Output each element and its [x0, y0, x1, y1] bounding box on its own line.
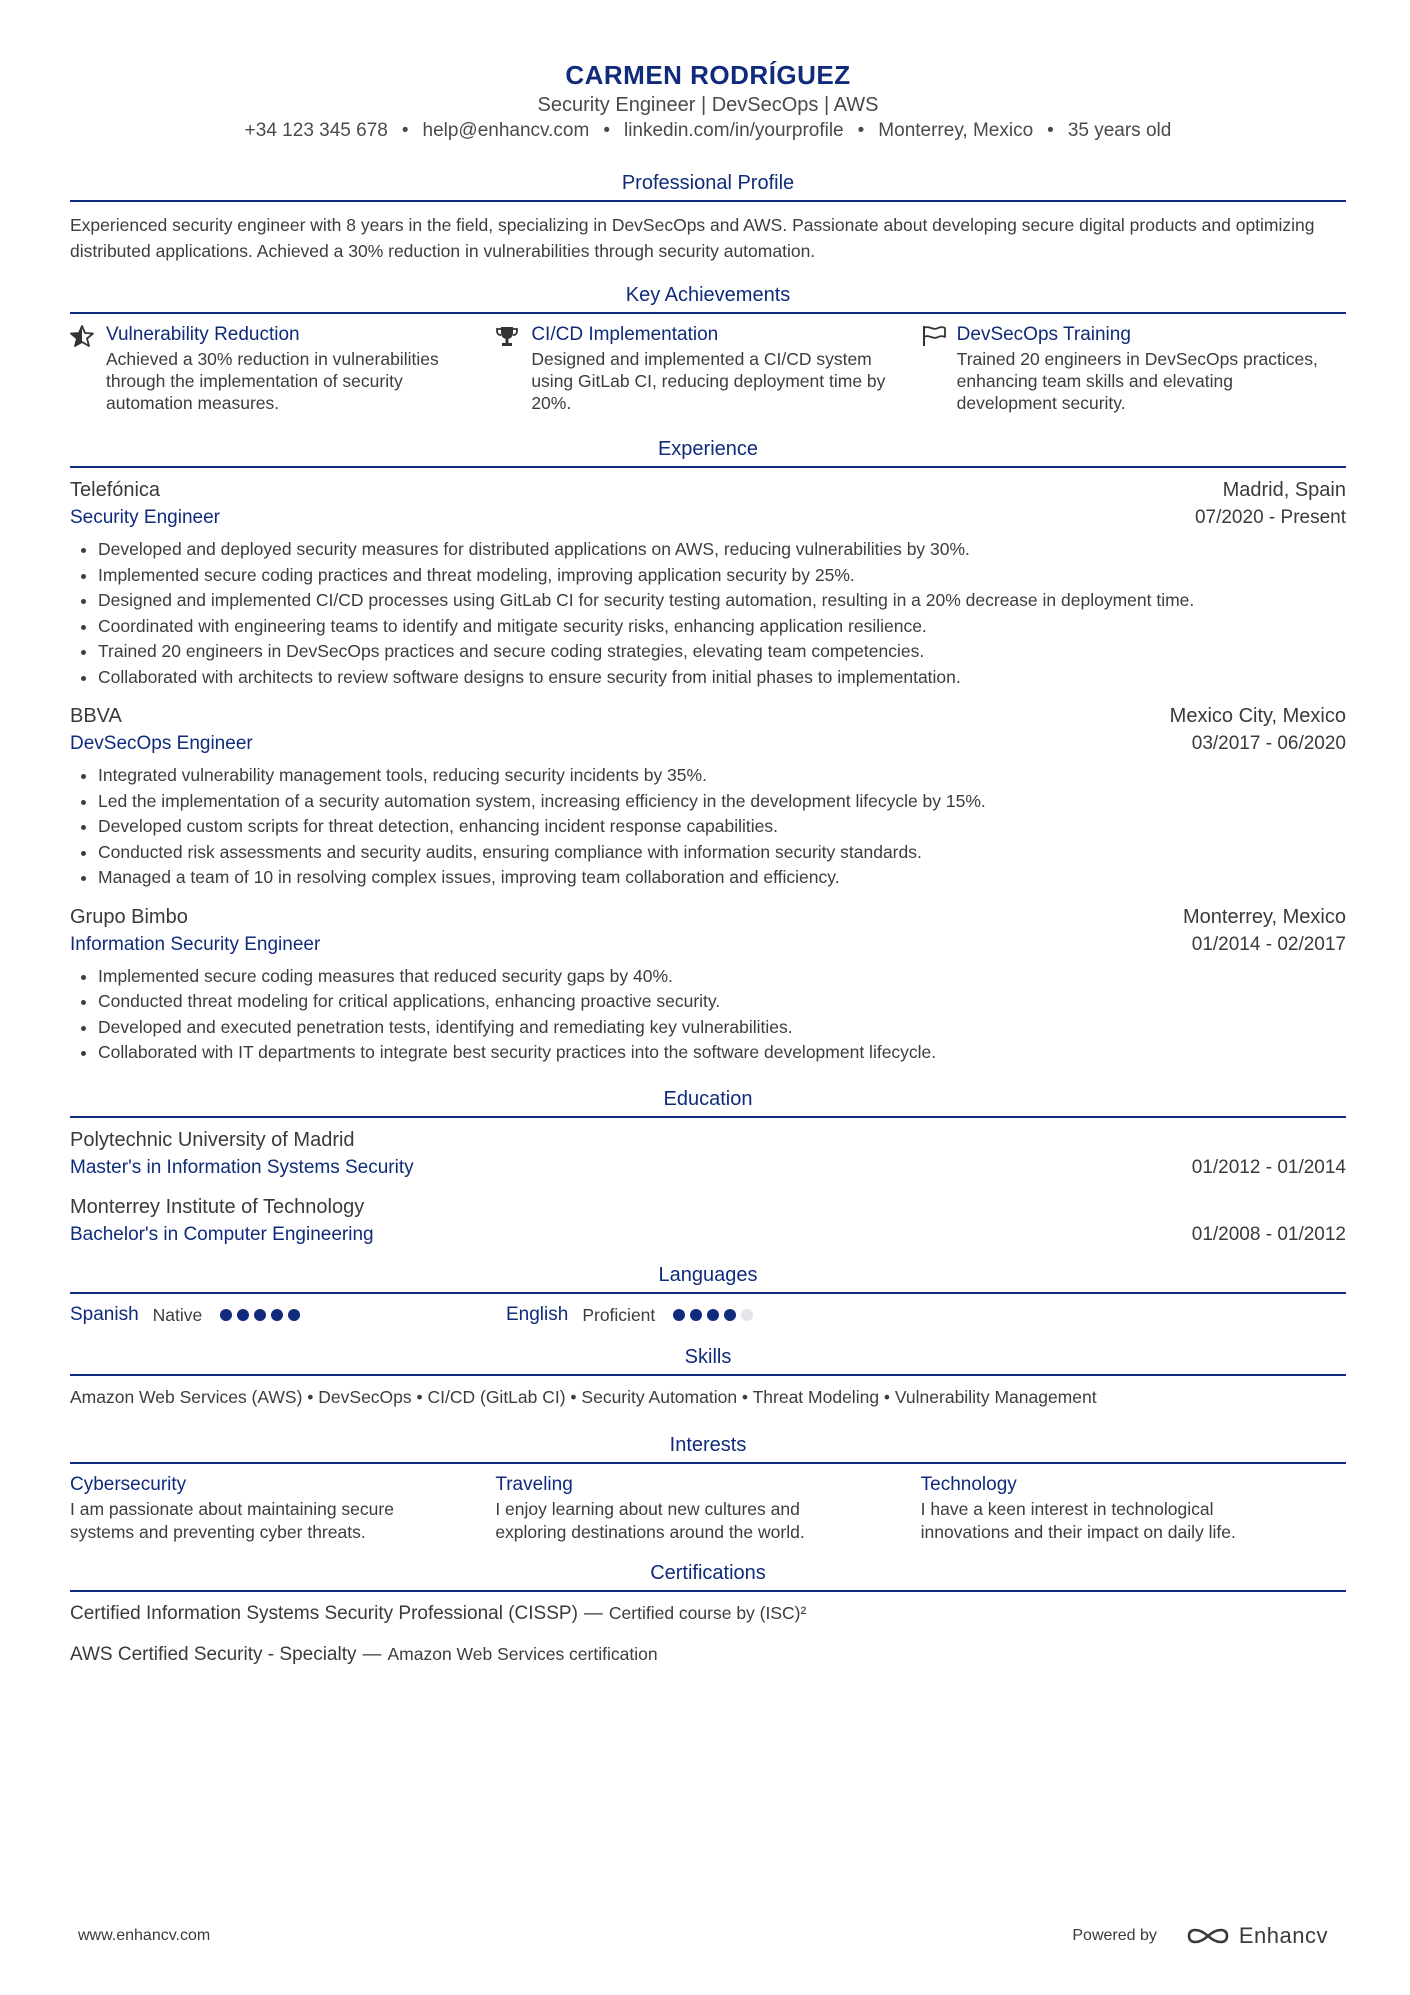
rating-dot-filled: [237, 1309, 249, 1321]
list-item: • Developed custom scripts for threat detection, enhancing incident response capabilities.: [98, 814, 1346, 840]
list-item: • Trained 20 engineers in DevSecOps practices and secure coding strategies, elevating team competencies.: [98, 639, 1346, 665]
education-dates: 01/2008 - 01/2012: [1191, 1223, 1346, 1245]
profile-section: [70, 170, 1346, 264]
job-dates: 03/2017 - 06/2020: [1191, 733, 1346, 754]
job-bullets: [70, 537, 1346, 690]
language-level: Proficient: [582, 1304, 656, 1325]
languages-section: [70, 1262, 1346, 1328]
certification-dash: —: [362, 1643, 382, 1665]
achievements-section: [70, 282, 1346, 414]
powered-label: Powered by: [1072, 1927, 1157, 1944]
job-location: Madrid, Spain: [1222, 479, 1346, 501]
age: 35 years old: [1067, 120, 1172, 141]
email[interactable]: help@enhancv.com: [422, 120, 590, 141]
achievement-title: Vulnerability Reduction: [106, 324, 300, 345]
list-item: • Developed and executed penetration tests, identifying and remediating key vulnerabilities.: [98, 1015, 1346, 1041]
interest-item: [495, 1472, 920, 1544]
job-entry: [70, 903, 1346, 1066]
language-item: [506, 1302, 942, 1328]
rating-dot-filled: [288, 1309, 300, 1321]
profile-text: Experienced security engineer with 8 years in the field, specializing in DevSecOps and AWS. Passionate about developing secure digital products and optimizing distributed applications. Achieved a 30% reduction in vulnerabilities through security automation.: [70, 215, 1315, 261]
school: Polytechnic University of Madrid: [70, 1128, 355, 1151]
job-dates: 01/2014 - 02/2017: [1191, 933, 1346, 955]
achievement-item: [70, 322, 495, 414]
list-item: • Conducted threat modeling for critical applications, enhancing proactive security.: [98, 989, 1346, 1015]
skills-list: Amazon Web Services (AWS) • DevSecOps • CI/CD (GitLab CI) • Security Automation • Threat Modeling • Vulnerability Management: [70, 1386, 1097, 1407]
footer-site-link[interactable]: www.enhancv.com: [78, 1927, 211, 1944]
candidate-subtitle: Security Engineer | DevSecOps | AWS: [537, 94, 879, 116]
achievement-item: [495, 322, 920, 414]
certification-issuer: Amazon Web Services certification: [387, 1643, 658, 1664]
education-entry: [70, 1193, 1346, 1248]
list-item: • Coordinated with engineering teams to identify and mitigate security risks, enhancing application resilience.: [98, 614, 1346, 640]
rating-dot-filled: [690, 1309, 702, 1321]
list-item: • Collaborated with architects to review software designs to ensure security from initial phases to implementation.: [98, 665, 1346, 691]
section-title: Education: [70, 1086, 1346, 1118]
education-entry: [70, 1126, 1346, 1181]
job-role: Security Engineer: [70, 507, 220, 528]
star-half-icon: [70, 322, 106, 414]
list-item: • Integrated vulnerability management tools, reducing security incidents by 35%.: [98, 763, 1346, 789]
rating-dot-filled: [724, 1309, 736, 1321]
list-item: • Led the implementation of a security automation system, increasing efficiency in the development lifecycle by 15%.: [98, 789, 1346, 815]
language-name: Spanish: [70, 1303, 139, 1325]
achievement-title: CI/CD Implementation: [531, 324, 719, 345]
section-title: Certifications: [70, 1560, 1346, 1592]
page-footer: [78, 1923, 1328, 1949]
certification-issuer: Certified course by (ISC)²: [608, 1602, 807, 1623]
list-item: • Implemented secure coding measures that reduced security gaps by 40%.: [98, 964, 1346, 990]
rating-dot-filled: [254, 1309, 266, 1321]
list-item: • Collaborated with IT departments to integrate best security practices into the software development lifecycle.: [98, 1040, 1346, 1066]
list-item: • Designed and implemented CI/CD processes using GitLab CI for security testing automation, resulting in a 20% decrease in deployment time.: [98, 588, 1346, 614]
experience-section: [70, 436, 1346, 1066]
phone: +34 123 345 678: [244, 120, 388, 141]
job-entry: [70, 702, 1346, 891]
linkedin[interactable]: linkedin.com/in/yourprofile: [623, 120, 844, 141]
job-bullets: [70, 964, 1346, 1066]
resume-page: [70, 0, 1346, 1682]
list-item: • Conducted risk assessments and security audits, ensuring compliance with information security standards.: [98, 840, 1346, 866]
section-title: Professional Profile: [70, 170, 1346, 202]
language-rating: [673, 1309, 758, 1321]
interest-title: Technology: [920, 1473, 1017, 1495]
interests-section: [70, 1432, 1346, 1544]
achievement-desc: Trained 20 engineers in DevSecOps practices, enhancing team skills and elevating development security.: [956, 349, 1318, 413]
interest-desc: I enjoy learning about new cultures and exploring destinations around the world.: [495, 1498, 805, 1542]
company: Grupo Bimbo: [70, 905, 188, 928]
section-title: Interests: [70, 1432, 1346, 1464]
school: Monterrey Institute of Technology: [70, 1195, 365, 1218]
job-location: Mexico City, Mexico: [1169, 705, 1346, 727]
enhancv-logo-icon: [1185, 1924, 1231, 1948]
certification-item: [70, 1641, 1346, 1668]
language-name: English: [506, 1303, 569, 1325]
interest-item: [921, 1472, 1346, 1544]
job-entry: [70, 476, 1346, 690]
section-title: Experience: [70, 436, 1346, 468]
rating-dot-filled: [673, 1309, 685, 1321]
section-title: Skills: [70, 1344, 1346, 1376]
language-item: [70, 1302, 506, 1328]
rating-dot-filled: [220, 1309, 232, 1321]
skills-section: [70, 1344, 1346, 1410]
achievement-desc: Designed and implemented a CI/CD system using GitLab CI, reducing deployment time by 20%.: [531, 349, 886, 413]
section-title: Key Achievements: [70, 282, 1346, 314]
job-dates: 07/2020 - Present: [1194, 507, 1346, 528]
job-role: DevSecOps Engineer: [70, 733, 253, 754]
language-rating: [220, 1309, 305, 1321]
certification-name: Certified Information Systems Security Professional (CISSP): [70, 1602, 578, 1624]
rating-dot-filled: [707, 1309, 719, 1321]
rating-dot-empty: [741, 1309, 753, 1321]
flag-icon: [921, 322, 957, 414]
section-title: Languages: [70, 1262, 1346, 1294]
enhancv-brand[interactable]: Enhancv: [1238, 1923, 1328, 1948]
education-dates: 01/2012 - 01/2014: [1191, 1156, 1346, 1178]
rating-dot-filled: [271, 1309, 283, 1321]
certification-name: AWS Certified Security - Specialty: [70, 1643, 357, 1665]
achievement-desc: Achieved a 30% reduction in vulnerabilities through the implementation of security automation measures.: [106, 349, 439, 413]
certifications-section: [70, 1560, 1346, 1668]
trophy-icon: [495, 322, 531, 414]
location: Monterrey, Mexico: [878, 120, 1034, 141]
language-level: Native: [152, 1304, 203, 1325]
interest-desc: I have a keen interest in technological innovations and their impact on daily life.: [920, 1498, 1236, 1542]
job-bullets: [70, 763, 1346, 891]
certification-item: [70, 1600, 1346, 1627]
education-section: [70, 1086, 1346, 1248]
degree: Bachelor's in Computer Engineering: [70, 1223, 374, 1245]
interest-title: Traveling: [495, 1473, 573, 1495]
contact-line: +34 123 345 678 • help@enhancv.com • linkedin.com/in/yourprofile • Monterrey, Mexico • 35 years old: [244, 120, 1172, 141]
job-role: Information Security Engineer: [70, 933, 321, 955]
certification-dash: —: [583, 1602, 603, 1624]
interest-desc: I am passionate about maintaining secure systems and preventing cyber threats.: [70, 1498, 394, 1542]
degree: Master's in Information Systems Security: [70, 1156, 414, 1178]
company: BBVA: [70, 705, 122, 727]
list-item: • Implemented secure coding practices and threat modeling, improving application security by 25%.: [98, 563, 1346, 589]
job-location: Monterrey, Mexico: [1182, 905, 1346, 928]
resume-header: [70, 0, 1346, 144]
interest-title: Cybersecurity: [70, 1473, 187, 1495]
achievement-title: DevSecOps Training: [956, 324, 1131, 345]
company: Telefónica: [70, 479, 161, 501]
list-item: • Developed and deployed security measures for distributed applications on AWS, reducing vulnerabilities by 30%.: [98, 537, 1346, 563]
powered-by: [1072, 1923, 1328, 1949]
interest-item: [70, 1472, 495, 1544]
achievement-item: [921, 322, 1346, 414]
candidate-name: CARMEN RODRÍGUEZ: [565, 60, 851, 90]
list-item: • Managed a team of 10 in resolving complex issues, improving team collaboration and efficiency.: [98, 865, 1346, 891]
